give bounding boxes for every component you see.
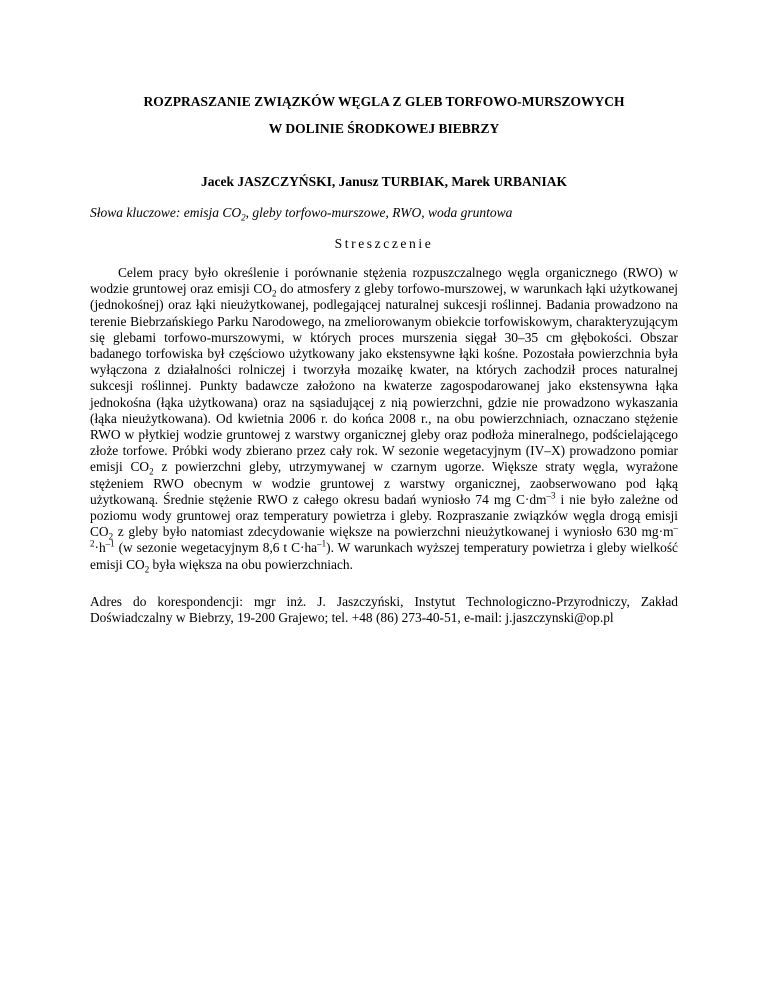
abstract-part-1: Celem pracy było określenie i porównanie stężenia rozpuszczalnego węgla organicznego (RWO) w wodzie gruntowej oraz emisji CO	[90, 265, 678, 297]
abstract-part-2: do atmosfery z gleby torfowo-murszowej, w warunkach łąki użytkowanej (jednokośnej) oraz łąki nieużytkowanej, podlegającej naturalnej sukcesji roślinnej. Badania prowadzono na terenie Biebrzańskiego Parku Narodowego, na zmeliorowanym obiekcie torfowiskowym, charakteryzującym się glebami torfowo-murszowymi, w których proces murszenia sięgał 30–35 cm głębokości. Obszar badanego torfowiska był częściowo użytkowany jako ekstensywne łąki kośne. Pozostała powierzchnia była wyłączona z działalności rolniczej i tworzyła mozaikę kwater, na których zachodził proces naturalnej sukcesji roślinnej. Punkty badawcze założono na kwaterze zagospodarowanej jako ekstensywna łąka jednokośna (łąka użytkowana) oraz na sąsiadującej z nią powierzchni, gdzie nie prowadzono wykaszania (łąka nieużytkowana). Od kwietnia 2006 r. do końca 2008 r., na obu powierzchniach, oznaczano stężenie RWO w płytkiej wodzie gruntowej z warstwy organicznej gleby oraz podłoża mineralnego, podścielającego złoże torfowe. Próbki wody zbierano przez cały rok. W sezonie wegetacyjnym (IV–X) prowadzono pomiar emisji CO	[90, 281, 679, 475]
abstract-paragraph	[90, 265, 678, 573]
abstract-sup-4: –1	[317, 538, 327, 549]
abstract-part-7: ). W warunkach wyższej temperatury powietrza i gleby wielkość emisji CO	[90, 540, 678, 572]
abstract-heading: Streszczenie	[334, 236, 434, 251]
keywords-subscript: 2	[241, 212, 246, 223]
abstract-part-8: była większa na obu powierzchniach.	[149, 556, 353, 572]
title-line-1: ROZPRASZANIE ZWIĄZKÓW WĘGLA Z GLEB TORFOWO-MURSZOWYCH	[143, 94, 625, 109]
keywords-text-a: emisja CO	[180, 205, 242, 220]
abstract-sub-4: 2	[144, 564, 150, 575]
abstract-sub-2: 2	[149, 467, 154, 478]
abstract-sup-1: –3	[546, 490, 556, 501]
keywords-text-b: , gleby torfowo-murszowe, RWO, woda gruntowa	[245, 205, 513, 220]
abstract-part-5: z gleby było natomiast zdecydowanie większe na powierzchni nieużytkowanej i wyniosło 630 mg·m	[113, 524, 674, 540]
abstract-sup-2: –2	[90, 522, 678, 549]
correspondence-address: Adres do korespondencji: mgr inż. J. Jaszczyński, Instytut Technologiczno-Przyrodniczy, Zakład Doświadczalny w Biebrzy, 19-200 Grajewo; tel. +48 (86) 273-40-51, e-mail: j.jaszczynski@op.pl	[90, 594, 678, 626]
authors: Jacek JASZCZYŃSKI, Janusz TURBIAK, Marek URBANIAK	[201, 174, 567, 189]
abstract-sub-3: 2	[108, 531, 114, 542]
title-line-2: W DOLINIE ŚRODKOWEJ BIEBRZY	[268, 121, 500, 136]
abstract-sub-1: 2	[272, 288, 277, 299]
keywords	[90, 205, 690, 221]
abstract-part-4: i nie było zależne od poziomu wody gruntowej oraz temperatury powietrza i gleby. Rozpraszanie związków węgla drogą emisji CO	[90, 491, 679, 540]
abstract-mid: ·h	[94, 540, 106, 556]
abstract-part-3: z powierzchni gleby, utrzymywanej w czarnym ugorze. Większe straty węgla, wyrażone stężeniem RWO obecnym w wodzie gruntowej z warstwy organicznej, zaobserwowano pod łąką użytkowaną. Średnie stężenie RWO z całego okresu badań wyniosło 74 mg C·dm	[90, 459, 678, 507]
keywords-label: Słowa kluczowe:	[90, 205, 181, 220]
abstract-sup-3: –1	[105, 538, 115, 549]
abstract-part-6: (w sezonie wegetacyjnym 8,6 t C·ha	[114, 540, 318, 556]
